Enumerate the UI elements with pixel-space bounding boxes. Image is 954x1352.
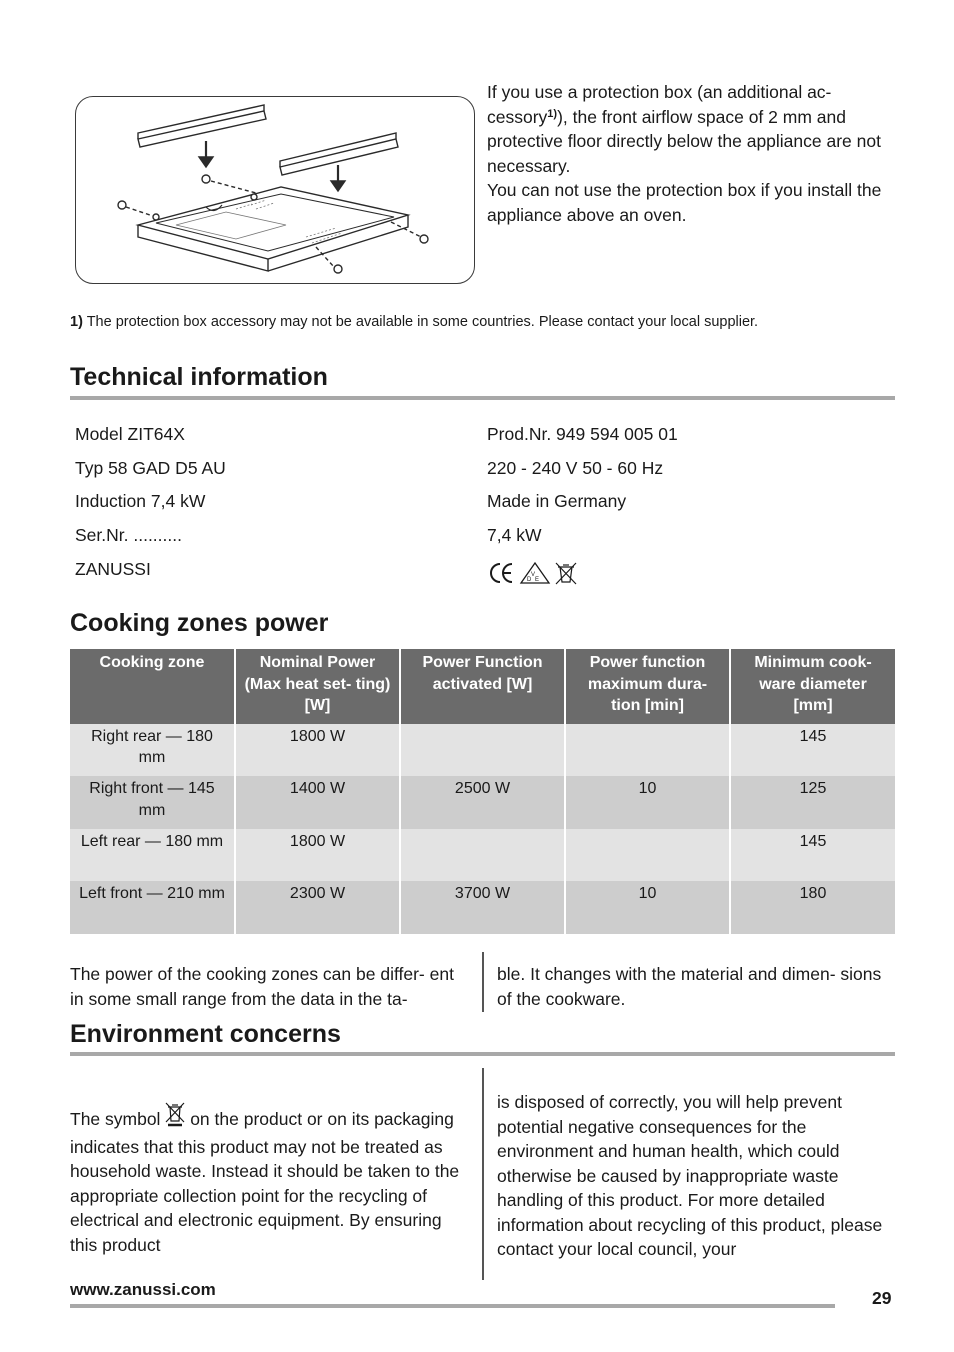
- table-cell: 3700 W: [400, 881, 565, 934]
- table-header-row: [70, 649, 895, 724]
- spec-brand: ZANUSSI: [75, 559, 151, 579]
- crossed-bin-icon: [556, 563, 576, 584]
- cooking-zones-heading: Cooking zones power: [70, 609, 329, 637]
- column-header: Power function maximum dura- tion [min]: [565, 649, 730, 724]
- table-cell: [400, 724, 565, 777]
- table-cell: 2500 W: [400, 776, 565, 829]
- table-row: [70, 829, 895, 882]
- intro-line-1: If you use a protection box (an additional ac-: [487, 82, 832, 102]
- vde-triangle-icon: [521, 563, 549, 583]
- table-cell: Right rear — 180 mm: [70, 724, 235, 777]
- spec-prod-nr: Prod.Nr. 949 594 005 01: [487, 424, 678, 444]
- table-cell: 1800 W: [235, 724, 400, 777]
- environment-left-pre: The symbol: [70, 1109, 161, 1129]
- column-header: Nominal Power (Max heat set- ting) [W]: [235, 649, 400, 724]
- intro-line-2-pre: cessory: [487, 106, 548, 127]
- footnote-text: The protection box accessory may not be available in some countries. Please contact your local supplier.: [86, 314, 759, 330]
- power-note-right: ble. It changes with the material and dimen- sions of the cookware.: [497, 964, 882, 1009]
- column-header: Minimum cook- ware diameter [mm]: [730, 649, 895, 724]
- table-row: [70, 724, 895, 777]
- spec-origin: Made in Germany: [487, 491, 627, 511]
- table-cell: Left front — 210 mm: [70, 881, 235, 934]
- table-row: [70, 881, 895, 934]
- svg-text:D: D: [527, 577, 532, 583]
- column-header: Cooking zone: [70, 649, 235, 724]
- footer-rule: [70, 1304, 835, 1308]
- table-cell: [400, 829, 565, 882]
- environment-text-left: [70, 1102, 465, 1257]
- spec-type: Typ 58 GAD D5 AU: [75, 458, 226, 478]
- table-cell: 2300 W: [235, 881, 400, 934]
- spec-power: 7,4 kW: [487, 525, 542, 545]
- table-cell: 180: [730, 881, 895, 934]
- cooking-zones-table: [70, 649, 895, 934]
- table-cell: Right front — 145 mm: [70, 776, 235, 829]
- section-rule: [70, 396, 895, 400]
- column-header: Power Function activated [W]: [400, 649, 565, 724]
- table-cell: 125: [730, 776, 895, 829]
- footnote-ref: 1): [547, 107, 558, 120]
- table-cell: 1800 W: [235, 829, 400, 882]
- table-cell: 1400 W: [235, 776, 400, 829]
- protection-box-intro: [487, 80, 897, 228]
- spec-voltage: 220 - 240 V 50 - 60 Hz: [487, 458, 664, 478]
- section-rule: [70, 1052, 895, 1056]
- table-cell: 10: [565, 881, 730, 934]
- footnote-marker: 1): [70, 314, 83, 330]
- table-cell: [565, 724, 730, 777]
- table-row: [70, 776, 895, 829]
- certification-marks: [487, 560, 582, 591]
- table-cell: [565, 829, 730, 882]
- intro-line-2-post: ), the front airflow space of 2 mm and protective floor directly below the appliance are not necessary.: [487, 106, 881, 176]
- spec-serial: Ser.Nr. ..........: [75, 525, 182, 545]
- table-cell: 10: [565, 776, 730, 829]
- environment-left-post: on the product or on its packaging indicates that this product may not be treated as household waste. Instead it should be taken to the appropriate collection point for the recycling of electrical and electronic equipment. By ensuring this product: [70, 1109, 460, 1255]
- protection-box-installation-diagram-icon: [76, 97, 476, 285]
- column-divider: [482, 1068, 484, 1280]
- footnote: [70, 313, 758, 331]
- spec-model: Model ZIT64X: [75, 424, 185, 444]
- svg-text:V: V: [531, 572, 536, 578]
- ce-mark-icon: [491, 564, 512, 582]
- environment-text-right: is disposed of correctly, you will help prevent potential negative consequences for the environment and human health, which could otherwise be caused by inappropriate waste handling of this product. For more detailed information about recycling of this product, please contact your local council, your: [497, 1092, 883, 1259]
- page-number: 29: [872, 1288, 892, 1308]
- intro-line-3: You can not use the protection box if you install the appliance above an oven.: [487, 180, 882, 225]
- protection-box-figure: [75, 96, 475, 284]
- table-cell: 145: [730, 829, 895, 882]
- environment-heading: Environment concerns: [70, 1020, 341, 1048]
- table-cell: 145: [730, 724, 895, 777]
- technical-information-heading: Technical information: [70, 363, 328, 391]
- crossed-bin-icon: [165, 1102, 185, 1135]
- column-divider: [482, 952, 484, 1012]
- svg-text:E: E: [535, 577, 540, 583]
- table-cell: Left rear — 180 mm: [70, 829, 235, 882]
- footer-website-link[interactable]: www.zanussi.com: [70, 1280, 216, 1299]
- power-note-left: The power of the cooking zones can be differ- ent in some small range from the data in the ta-: [70, 964, 454, 1009]
- spec-induction: Induction 7,4 kW: [75, 491, 206, 511]
